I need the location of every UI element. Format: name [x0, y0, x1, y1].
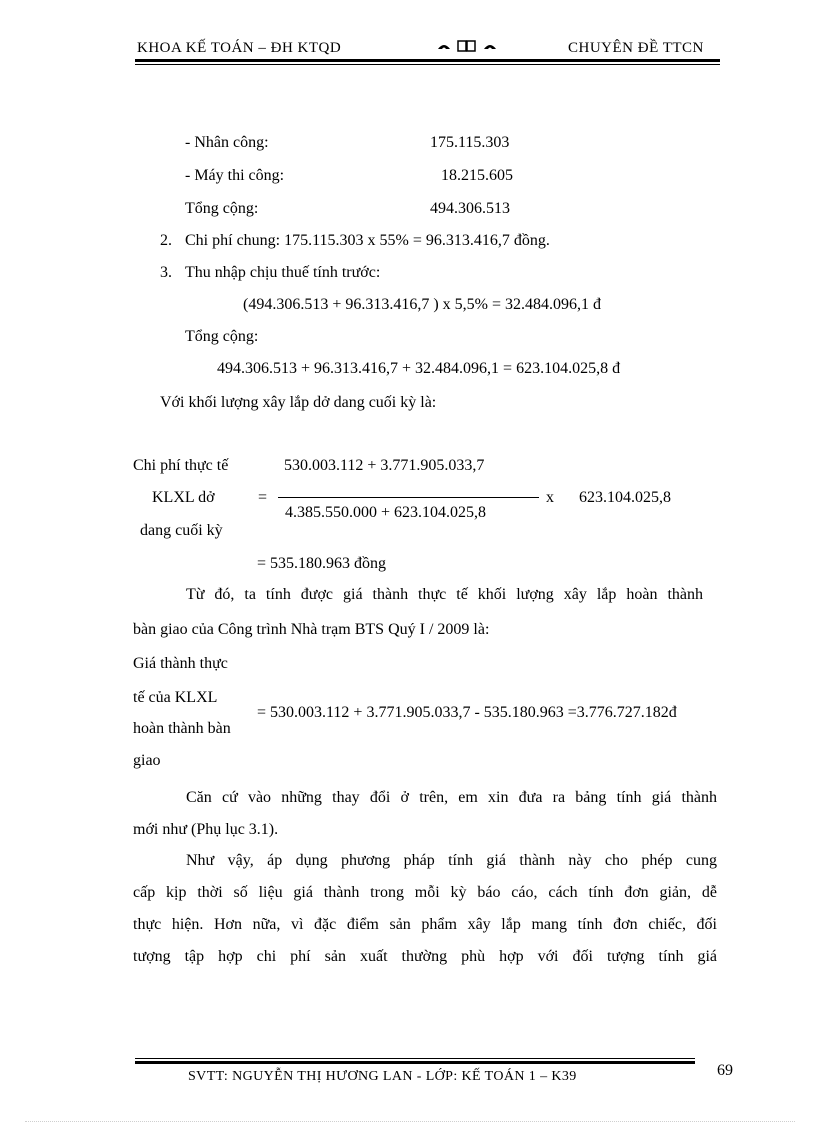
paragraph-line: cấp kịp thời số liệu giá thành trong mỗi kỳ báo cáo, cách tính đơn giản, dễ [133, 884, 717, 901]
cost-item-value: 18.215.605 [441, 167, 513, 184]
final-formula: = 530.003.112 + 3.771.905.033,7 - 535.180.963 =3.776.727.182đ [257, 704, 677, 721]
total-label: Tổng cộng: [185, 328, 259, 345]
cost-item-label: - Nhân công: [185, 134, 269, 151]
paragraph-line: Từ đó, ta tính được giá thành thực tế khối lượng xây lắp hoàn thành [186, 586, 703, 603]
fraction-times: x [546, 489, 554, 506]
header-right: CHUYÊN ĐỀ TTCN [568, 40, 704, 56]
tax-formula: (494.306.513 + 96.313.416,7 ) x 5,5% = 32.484.096,1 đ [243, 296, 602, 313]
paragraph-line: mới như (Phụ lục 3.1). [133, 821, 279, 838]
cost-item-value: 175.115.303 [430, 134, 510, 151]
cost-item-label: Tổng cộng: [185, 200, 259, 217]
header-left: KHOA KẾ TOÁN – ĐH KTQD [137, 40, 342, 56]
list-item-text: Chi phí chung: 175.115.303 x 55% = 96.313.416,7 đồng. [185, 232, 550, 249]
fraction-numerator: 530.003.112 + 3.771.905.033,7 [284, 457, 485, 474]
fraction-denominator: 4.385.550.000 + 623.104.025,8 [285, 504, 487, 521]
cost-item-value: 494.306.513 [430, 200, 510, 217]
paragraph-line: bàn giao của Công trình Nhà trạm BTS Quý I / 2009 là: [133, 621, 490, 638]
fraction-label: Chi phí thực tế [133, 457, 229, 474]
final-label: hoàn thành bàn [133, 720, 231, 737]
footer-rule-thick [135, 1061, 695, 1064]
final-label: tế của KLXL [133, 689, 218, 706]
fraction-bar [278, 497, 539, 498]
paragraph-line: tượng tập hợp chi phí sản xuất thường phù hợp với đối tượng tính giá [133, 948, 717, 965]
page-number: 69 [717, 1062, 733, 1079]
final-label: Giá thành thực [133, 655, 228, 672]
paragraph-line: Như vậy, áp dụng phương pháp tính giá thành này cho phép cung [186, 852, 717, 869]
fraction-result: = 535.180.963 đồng [257, 555, 387, 572]
page-edge-dots [25, 1121, 795, 1122]
cost-item-label: - Máy thi công: [185, 167, 285, 184]
fraction-label: dang cuối kỳ [140, 522, 223, 539]
final-label: giao [133, 752, 161, 769]
total-formula: 494.306.513 + 96.313.416,7 + 32.484.096,1 = 623.104.025,8 đ [217, 360, 621, 377]
book-ornament-graphic [436, 38, 502, 54]
header-rule-thick [135, 59, 720, 62]
fraction-multiplier: 623.104.025,8 [579, 489, 671, 506]
wip-intro: Với khối lượng xây lắp dở dang cuối kỳ là: [160, 394, 437, 411]
list-item-text: Thu nhập chịu thuế tính trước: [185, 264, 381, 281]
footer-rule-thin [135, 1058, 695, 1059]
book-ornament-icon [436, 38, 502, 59]
list-number: 2. [160, 232, 172, 249]
footer-text: SVTT: NGUYỄN THỊ HƯƠNG LAN - LỚP: KẾ TOÁN 1 – K39 [188, 1069, 577, 1084]
paragraph-line: thực hiện. Hơn nữa, vì đặc điểm sản phẩm xây lắp mang tính đơn chiếc, đối [133, 916, 717, 933]
paragraph-line: Căn cứ vào những thay đổi ở trên, em xin đưa ra bảng tính giá thành [186, 789, 717, 806]
list-number: 3. [160, 264, 172, 281]
fraction-equals: = [258, 489, 268, 506]
fraction-label: KLXL dở [152, 489, 215, 506]
header-rule-thin [135, 64, 720, 65]
